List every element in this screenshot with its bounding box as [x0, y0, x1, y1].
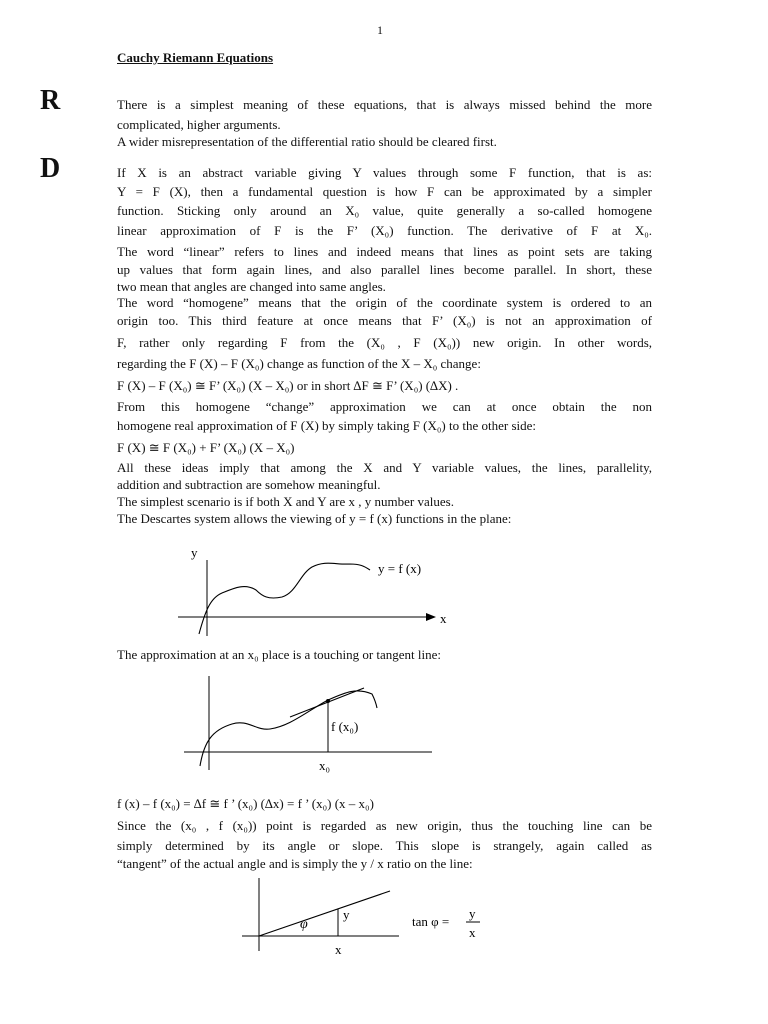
- text-line: A wider misrepresentation of the differential ratio should be cleared first.: [117, 134, 497, 149]
- text-line: homogene real approximation of F (X) by simply taking F (X₀) to the other side:: [117, 418, 537, 433]
- text-line: F (X) – F (X₀) ≅ F’ (X₀) (X – X₀) or in short ∆F ≅ F’ (X₀) (∆X) .: [117, 378, 459, 393]
- x-leg-label: x: [335, 942, 342, 957]
- text-line: The Descartes system allows the viewing of y = f (x) functions in the plane:: [117, 511, 512, 526]
- text-line: The word “linear” refers to lines and indeed means that lines as point sets are taking: [117, 244, 652, 259]
- text-line: addition and subtraction are somehow meaningful.: [117, 477, 381, 492]
- page-number: 1: [377, 23, 383, 37]
- text-line: F, rather only regarding F from the (X₀ , F (X₀)) new origin. In other words,: [117, 335, 652, 350]
- angle-label: φ: [300, 917, 308, 932]
- margin-letter-r: R: [40, 85, 61, 116]
- text-line: simply determined by its angle or slope. This slope is strangely, again called as: [117, 838, 652, 853]
- equation-line: f (x) – f (x₀) = ∆f ≅ f ’ (x₀) (∆x) = f ’ (x₀) (x – x₀): [117, 796, 374, 811]
- text-line: origin too. This third feature at once means that F’ (X₀) is not an approximation of: [117, 313, 652, 328]
- x-axis-label: x: [440, 611, 447, 626]
- text-line: complicated, higher arguments.: [117, 117, 281, 132]
- slope-line: [259, 891, 390, 936]
- text-line: linear approximation of F is the F’ (X₀) function. The derivative of F at X₀.: [117, 223, 652, 238]
- y-leg-label: y: [343, 907, 350, 922]
- fraction-numerator: y: [469, 906, 476, 921]
- text-line: regarding the F (X) – F (X₀) change as function of the X – X₀ change:: [117, 356, 481, 371]
- tan-label: tan φ =: [412, 914, 450, 929]
- text-line: The simplest scenario is if both X and Y are x , y number values.: [117, 494, 454, 509]
- text-line: There is a simplest meaning of these equations, that is always missed behind the more: [117, 97, 652, 112]
- text-line: From this homogene “change” approximation we can at once obtain the non: [117, 399, 652, 414]
- text-line: function. Sticking only around an X₀ value, quite generally a so-called homogene: [117, 203, 652, 218]
- text-line: two mean that angles are changed into same angles.: [117, 279, 386, 294]
- margin-letter-d: D: [40, 153, 61, 184]
- text-line: Since the (x₀ , f (x₀)) point is regarded as new origin, thus the touching line can be: [117, 818, 652, 833]
- fraction-denominator: x: [469, 925, 476, 940]
- x0-label: x₀: [319, 758, 331, 773]
- text-line: up values that form again lines, and also parallel lines become parallel. In short, these: [117, 262, 652, 277]
- caption-tangent: The approximation at an x₀ place is a touching or tangent line:: [117, 647, 442, 662]
- text-line: All these ideas imply that among the X and Y variable values, the lines, parallelity,: [117, 460, 652, 475]
- text-line: F (X) ≅ F (X₀) + F’ (X₀) (X – X₀): [117, 440, 295, 455]
- text-line: “tangent” of the actual angle and is simply the y / x ratio on the line:: [117, 856, 473, 871]
- text-line: Y = F (X), then a fundamental question is how F can be approximated by a simpler: [117, 184, 652, 199]
- page-title: Cauchy Riemann Equations: [117, 50, 274, 65]
- y-axis-label: y: [191, 545, 198, 560]
- curve-label: y = f (x): [378, 561, 422, 576]
- text-line: If X is an abstract variable giving Y values through some F function, that is as:: [117, 165, 652, 180]
- point-value-label: f (x₀): [331, 719, 359, 734]
- text-line: The word “homogene” means that the origin of the coordinate system is ordered to an: [117, 295, 652, 310]
